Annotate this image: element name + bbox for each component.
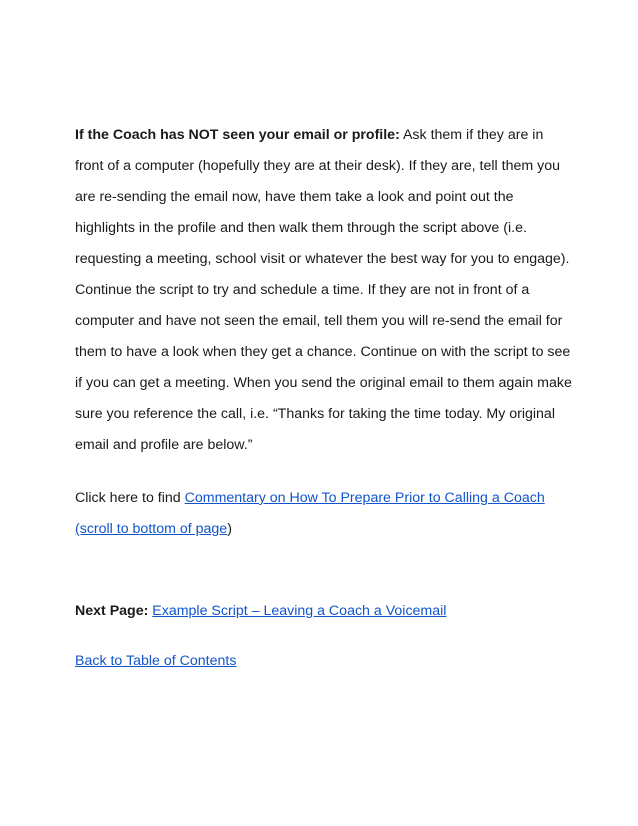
intro-paragraph	[75, 120, 575, 461]
click-here-suffix: )	[227, 521, 232, 537]
next-page-label: Next Page:	[75, 603, 149, 619]
intro-bold-lead: If the Coach has NOT seen your email or profile:	[75, 127, 400, 143]
next-page-paragraph	[75, 596, 575, 627]
commentary-link[interactable]: Commentary on How To Prepare Prior to Calling a Coach	[184, 490, 545, 506]
table-of-contents-link[interactable]: Back to Table of Contents	[75, 653, 237, 669]
click-here-paragraph	[75, 483, 575, 545]
document-body	[75, 120, 575, 677]
scroll-to-bottom-link[interactable]: (scroll to bottom of page	[75, 521, 228, 537]
intro-body-text: Ask them if they are in front of a computer (hopefully they are at their desk). If they are, tell them you are re-sending the email now, have them take a look and point out the highlights in the profile and then walk them through the script above (i.e. requesting a meeting, school visit or whatever the best way for you to engage). Continue the script to try and schedule a time. If they are not in front of a computer and have not seen the email, tell them you will re-send the email for them to have a look when they get a chance. Continue on with the script to see if you can get a meeting. When you send the original email to them again make sure you reference the call, i.e. “Thanks for taking the time today. My original email and profile are below.”	[75, 127, 572, 453]
voicemail-script-link[interactable]: Example Script – Leaving a Coach a Voicemail	[152, 603, 447, 619]
back-paragraph	[75, 646, 575, 677]
click-here-prefix: Click here to find	[75, 490, 185, 506]
